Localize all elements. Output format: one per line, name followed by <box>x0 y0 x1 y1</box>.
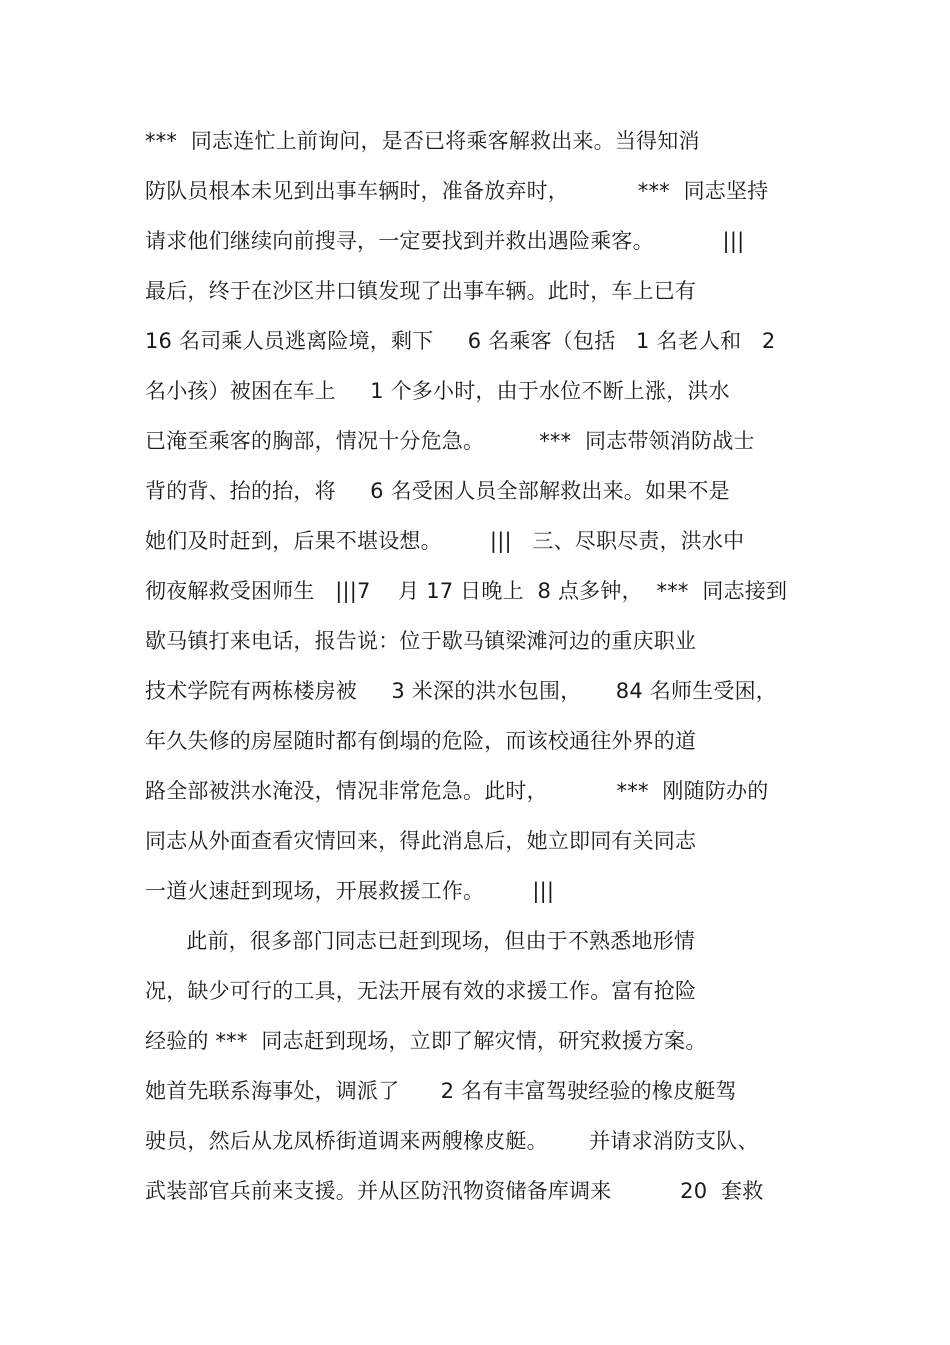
text-line-18: 况，缺少可行的工具，无法开展有效的求援工作。富有抢险 <box>145 979 697 1003</box>
text-line-3: 请求他们继续向前搜寻，一定要找到并救出遇险乘客。 ||| <box>145 229 745 253</box>
text-line-17: 此前，很多部门同志已赶到现场，但由于不熟悉地形情 <box>145 929 696 953</box>
text-line-7: 已淹至乘客的胸部，情况十分危急。 *** 同志带领消防战士 <box>145 429 755 453</box>
text-line-13: 年久失修的房屋随时都有倒塌的危险，而该校通往外界的道 <box>145 729 697 753</box>
text-line-1: *** 同志连忙上前询问，是否已将乘客解救出来。当得知消 <box>145 129 700 153</box>
text-line-5: 16 名司乘人员逃离险境，剩下 6 名乘客（包括 1 名老人和 2 <box>145 329 776 353</box>
text-line-2: 防队员根本未见到出事车辆时，准备放弃时， *** 同志坚持 <box>145 179 769 203</box>
text-line-20: 她首先联系海事处，调派了 2 名有丰富驾驶经验的橡皮艇驾 <box>145 1079 737 1103</box>
text-line-4: 最后，终于在沙区井口镇发现了出事车辆。此时，车上已有 <box>145 279 697 303</box>
text-line-10: 彻夜解救受困师生 |||7 月 17 日晚上 8 点多钟， *** 同志接到 <box>145 579 788 603</box>
text-line-6: 名小孩）被困在车上 1 个多小时，由于水位不断上涨，洪水 <box>145 379 730 403</box>
text-line-12: 技术学院有两栋楼房被 3 米深的洪水包围， 84 名师生受困， <box>145 679 777 703</box>
text-line-15: 同志从外面查看灾情回来，得此消息后，她立即同有关同志 <box>145 829 697 853</box>
text-line-19: 经验的 *** 同志赶到现场，立即了解灾情，研究救援方案。 <box>145 1029 707 1053</box>
text-line-22: 武装部官兵前来支援。并从区防汛物资储备库调来 20 套救 <box>145 1179 764 1203</box>
text-line-16: 一道火速赶到现场，开展救援工作。 ||| <box>145 879 555 903</box>
text-line-14: 路全部被洪水淹没，情况非常危急。此时， *** 刚随防办的 <box>145 779 769 803</box>
text-line-9: 她们及时赶到，后果不堪设想。 ||| 三、尽职尽责，洪水中 <box>145 529 745 553</box>
text-line-21: 驶员，然后从龙凤桥街道调来两艘橡皮艇。 并请求消防支队、 <box>145 1129 759 1153</box>
text-line-8: 背的背、抬的抬，将 6 名受困人员全部解救出来。如果不是 <box>145 479 730 503</box>
text-line-11: 歇马镇打来电话，报告说：位于歇马镇梁滩河边的重庆职业 <box>145 629 697 653</box>
